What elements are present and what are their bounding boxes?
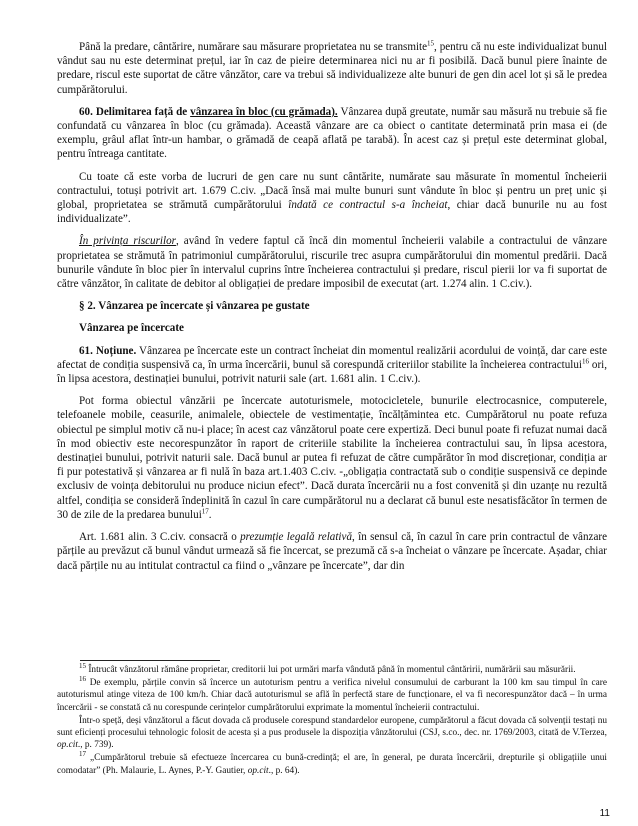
section-2-heading: § 2. Vânzarea pe încercate și vânzarea pe gustate [79, 300, 310, 313]
footnote-16: $^{16}$ De exemplu, părțile convin să încerce un autoturism pentru a verifica nivelul consumului de carburant la 100 km sau timpul în care autoturismul atinge viteza de 100 km/h. Chiar dacă autoturismul se află în perfectă stare de funcționare, el va fi necorespunzător dacă – în urma încercării - se constată că nu corespunde cerințelor cumpărătorului exprimate la momentul încheierii contractului. [57, 675, 607, 713]
paragraph-art-1681: Art. 1.681 alin. 3 C.civ. consacră o prezumție legală relativă, în sensul că, în cazul în care prin contractul de vânzare părțile au prevăzut că bunul vândut urmează să fie încercat, se prezumă că s-a încheiat o vânzare pe încercate. Așadar, chiar dacă părțile nu au intitulat contractul ca fiind o „vânzare pe încercate”, dar din [57, 531, 607, 572]
page-number: 11 [599, 808, 610, 819]
section-60-title: 60. Delimitarea față de [79, 105, 188, 118]
footnote-15: $^{15}$ Întrucât vânzătorul rămâne proprietar, creditorii lui pot urmări marfa vândută până în momentul cântăririi, numărării sau măsurării. [79, 661, 576, 675]
paragraph-60-delimitation: 60. Delimitarea față de vânzarea în bloc (cu grămada). Vânzarea după greutate, număr sau măsură nu trebuie să fie confundată cu vânzarea în bloc (cu grămada). Această vânzare are ca obiect o cantitate determinată prin masa ei (de exemplu, grâul aflat într-un hambar, o grămadă de ceapă aflată pe tarabă). În acest caz și prețul este determinat global, pentru întreaga cantitate. [57, 105, 608, 161]
paragraph-61-notion: 61. Noțiune. Vânzarea pe încercate este un contract încheiat din momentul realizării acordului de voință, dar care este afectat de condiția suspensivă ca, în urma încercării, bunul să corespundă criteriilor stabilite la încheierea contractului$^{16}$ ori, în lipsa acestora, destinației bunului, potrivit naturii sale (art. 1.681 alin. 1 C.civ.). [57, 344, 608, 386]
footnote-16-continued: Într-o speță, deși vânzătorul a făcut dovada că produsele corespund standardelor europene, cumpărătorul a făcut dovada că solvenții testați nu sunt eficienți procesului tehnologic folosit de acesta și a pus produsele la dispoziția vânzătorului (CSJ, s.co., dec. nr. 1769/2003, citată de V.Terzea, op.cit., p. 739). [57, 715, 607, 751]
footnote-ref-16[interactable]: 16 [581, 357, 589, 366]
footnote-ref-15[interactable]: 15 [427, 39, 435, 48]
main-text [57, 40, 607, 581]
footnote-ref-17[interactable]: 17 [201, 507, 209, 516]
section-61-title: 61. Noțiune. [79, 344, 137, 357]
paragraph-risks: În privința riscurilor, având în vedere faptul că încă din momentul încheierii valabile a contractului de vânzare proprietatea se strămută în patrimoniul cumpărătorului, riscurile trec asupra cumpărătorului din momentul predării. Dacă bunurile vândute în bloc pier în intervalul cuprins între încheierea contractului și predare, riscul pierii lor va fi suportat de către vânzător, în calitate de debitor al obligației de predare imposibil de executat (art. 1.274 alin. 1 C.civ.). [57, 235, 608, 291]
section-60-title-underlined: vânzarea în bloc (cu grămada). [190, 105, 338, 118]
footnote-divider [80, 660, 220, 661]
paragraph-art-1679: Cu toate că este vorba de lucruri de gen care nu sunt cântărite, numărate sau măsurate în momentul încheierii contractului, totuși potrivit art. 1.679 C.civ. „Dacă însă mai multe bunuri sunt vândute în bloc și pentru un preț unic și global, proprietatea se strămută cumpărătorului îndată ce contractul s-a încheiat, chiar dacă bunurile nu au fost individualizate”. [57, 170, 607, 226]
footnote-17: $^{17}$ „Cumpărătorul trebuie să efectueze încercarea cu bună-credință; el are, în general, pe durata încercării, drepturile și obligațiile unui comodatar” (Ph. Malaurie, L. Aynes, P.-Y. Gautier, op.cit., p. 64). [57, 750, 607, 776]
subsection-heading: Vânzarea pe încercate [79, 322, 184, 335]
footnotes [57, 661, 607, 778]
paragraph-object-of-sale: Pot forma obiectul vânzării pe încercate autoturismele, motocicletele, bunurile electrocasnice, computerele, telefoanele mobile, ceasurile, animalele, obiectele de vestimentație, încălțămintea etc. Cumpărătorul nu poate refuza obiectul pe simplul motiv că nu-i place; în acest caz vânzătorul poate cere expertiză. Deci bunul poate fi refuzat numai dacă în mod obiectiv este necorespunzător în raport de criteriile stabilite la încheierea contractului sau, în lipsa acestora, destinației bunului, potrivit naturii sale. Dacă bunul ar putea fi refuzat de către cumpărător în mod discreționar, condiția ar fi pur potestativă și vânzarea ar fi nulă în baza art.1.403 C.civ. -„obligația contractată sub o condiție suspensivă ce depinde exclusiv de voința debitorului nu produce niciun efect”. Dacă durata încercării nu a fost convenită și din uzanțe nu rezultă altfel, condiția se consideră îndeplinită în cazul în care cumpărătorul nu a declarat că bunul este nesatisfăcător în termen de 30 de zile de la predarea bunului$^{17}$. [57, 395, 607, 521]
risks-phrase: În privința riscurilor [79, 235, 176, 248]
paragraph-transfer-property: Până la predare, cântărire, numărare sau măsurare proprietatea nu se transmite$^{15}$, pentru că nu este individualizat bunul vândut sau nu este determinat prețul, iar în caz de pieire determinarea nici nu ar fi posibilă. Dacă bunul piere înainte de predare, riscul este suportat de către vânzător, care va trebui să individualizeze alte bunuri de gen din acel lot și să le predea cumpărătorului. [57, 39, 607, 96]
